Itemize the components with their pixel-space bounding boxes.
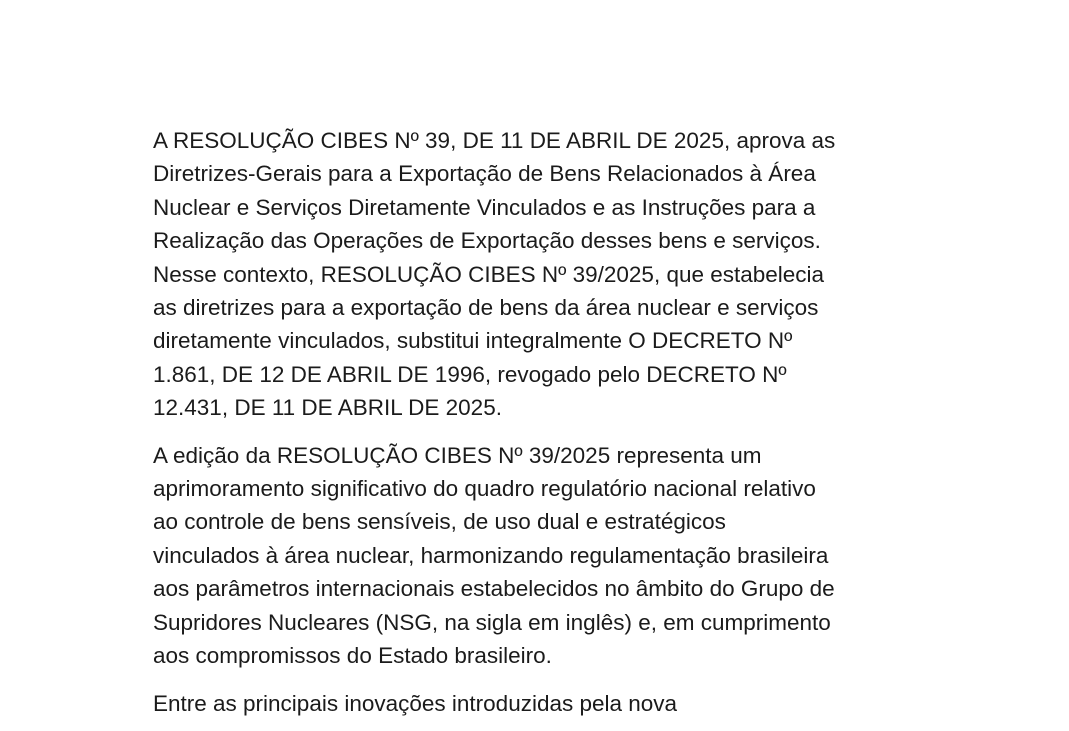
text-line: Nuclear e Serviços Diretamente Vinculados e as Instruções para a [153, 194, 816, 220]
text-line: ao controle de bens sensíveis, de uso dual e estratégicos [153, 509, 726, 535]
document-body [153, 124, 933, 731]
text-line: A RESOLUÇÃO CIBES Nº 39, DE 11 DE ABRIL DE 2025, aprova as [153, 128, 836, 153]
text-line: as diretrizes para a exportação de bens da área nuclear e serviços [153, 295, 819, 321]
text-line: A edição da RESOLUÇÃO CIBES Nº 39/2025 representa um [153, 442, 762, 468]
paragraph-1 [153, 124, 933, 425]
text-line: vinculados à área nuclear, harmonizando regulamentação brasileira [153, 542, 829, 568]
text-line: aos compromissos do Estado brasileiro. [153, 643, 552, 669]
paragraph-3 [153, 687, 933, 720]
text-line: aprimoramento significativo do quadro regulatório nacional relativo [153, 476, 816, 502]
text-line: diretamente vinculados, substitui integralmente O DECRETO Nº [153, 328, 793, 354]
text-line: Realização das Operações de Exportação desses bens e serviços. [153, 228, 821, 254]
text-line: Supridores Nucleares (NSG, na sigla em inglês) e, em cumprimento [153, 609, 831, 635]
text-line: Diretrizes-Gerais para a Exportação de Bens Relacionados à Área [153, 161, 816, 187]
paragraph-2 [153, 439, 933, 673]
text-line: Nesse contexto, RESOLUÇÃO CIBES Nº 39/2025, que estabelecia [153, 261, 825, 287]
text-line: 12.431, DE 11 DE ABRIL DE 2025. [153, 395, 502, 421]
text-line: aos parâmetros internacionais estabelecidos no âmbito do Grupo de [153, 576, 835, 602]
text-line: 1.861, DE 12 DE ABRIL DE 1996, revogado pelo DECRETO Nº [153, 361, 787, 387]
text-line: Entre as principais inovações introduzidas pela nova [153, 690, 678, 716]
